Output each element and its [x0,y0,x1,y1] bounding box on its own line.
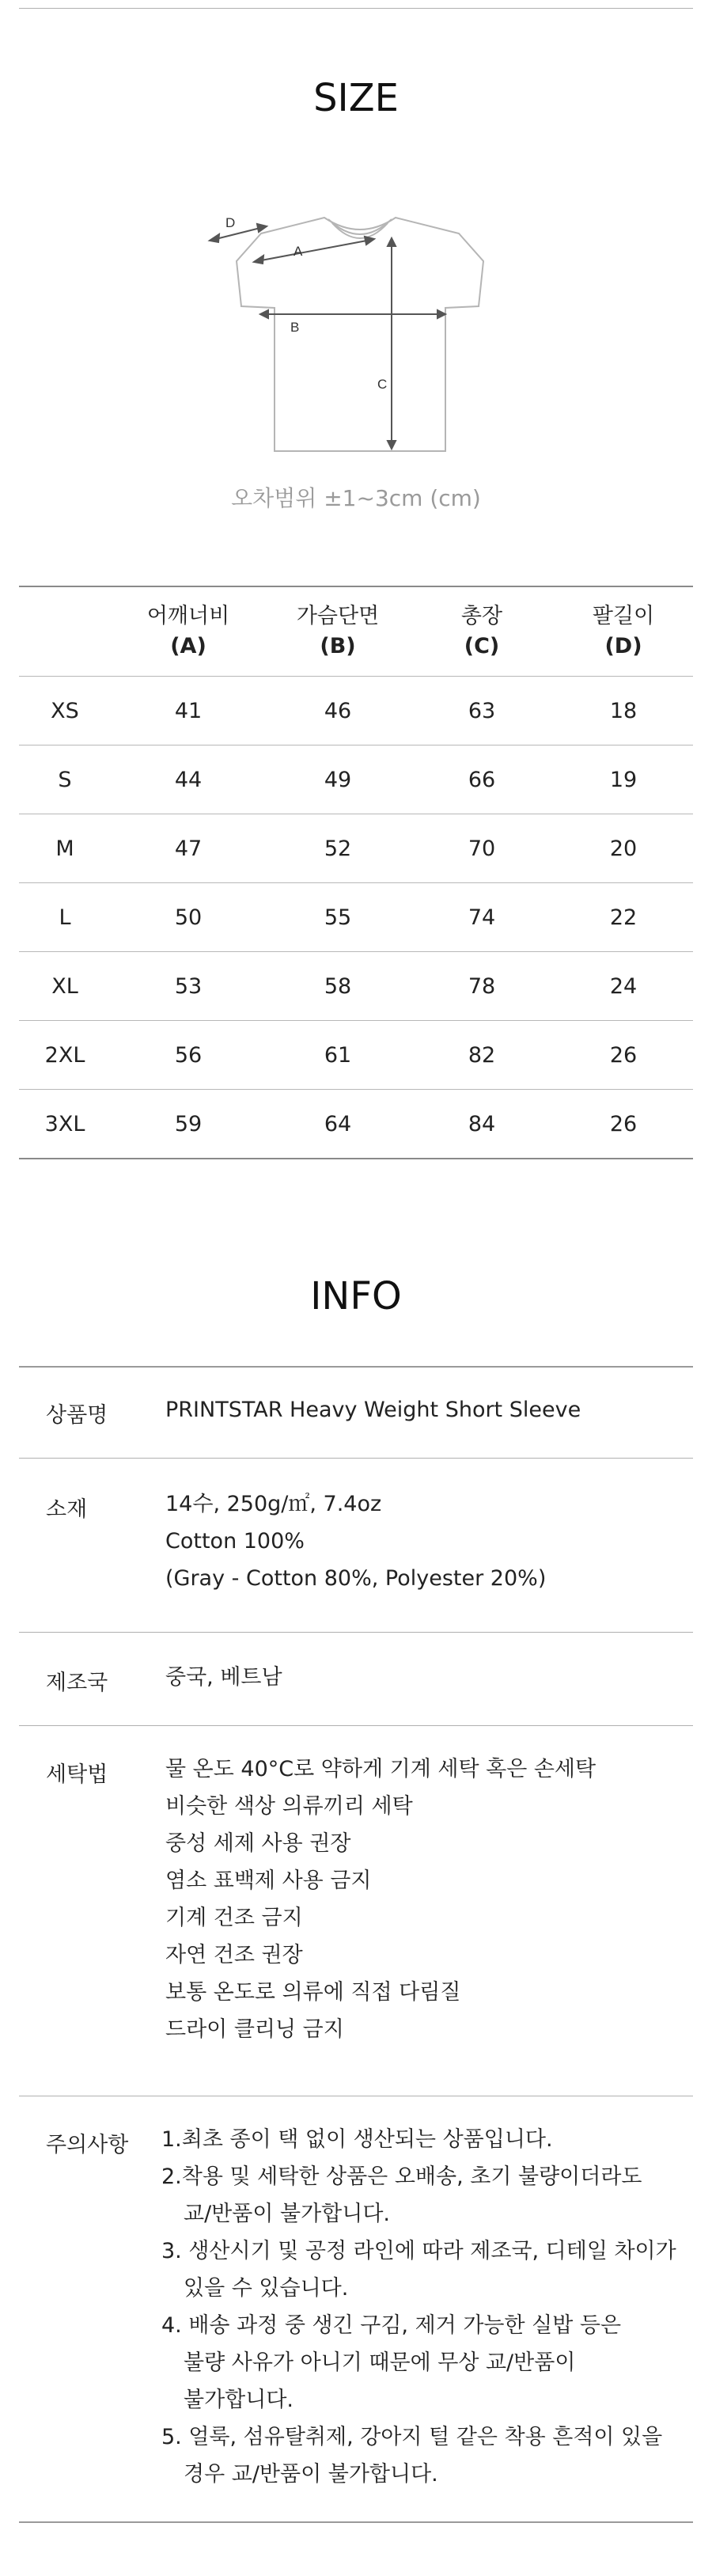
header-chest: 가슴단면 (B) [296,604,380,658]
table-row [19,1021,693,1090]
size-name: L [59,905,71,930]
chest-value: 49 [324,767,352,792]
material-line: Cotton 100% [165,1529,305,1554]
notice-item: 2.착용 및 세탁한 상품은 오배송, 초기 불량이더라도 교/반품이 불가합니다. [161,2164,642,2226]
info-divider [19,1632,693,1633]
shoulder-value: 53 [174,973,203,999]
top-divider [19,8,693,9]
size-name: XL [51,973,78,999]
size-name: XS [51,698,79,723]
table-row [19,883,693,952]
care-line: 염소 표백제 사용 금지 [165,1868,372,1893]
material-label: 소재 [46,1497,88,1522]
origin-label: 제조국 [46,1671,108,1695]
chest-value: 52 [324,836,352,861]
care-line: 물 온도 40°C로 약하게 기계 세탁 혹은 손세탁 [165,1757,596,1781]
size-name: M [55,836,74,861]
notice-item: 3. 생산시기 및 공정 라인에 따라 제조국, 디테일 차이가 있을 수 있습니다. [161,2239,676,2301]
size-name: 3XL [44,1111,85,1136]
sleeve-value: 26 [609,1111,638,1136]
chest-value: 64 [324,1111,352,1136]
header-length: 총장 (C) [460,604,503,658]
size-table [19,586,693,1159]
care-line: 자연 건조 권장 [165,1943,303,1967]
shoulder-value: 41 [174,698,203,723]
info-divider [19,1458,693,1459]
length-value: 63 [468,698,496,723]
sleeve-value: 22 [609,905,638,930]
chest-value: 61 [324,1042,352,1068]
info-divider [19,1366,693,1368]
header-size-col [19,587,111,676]
table-row [19,677,693,745]
size-name: 2XL [44,1042,85,1068]
diagram-label-d: D [225,215,236,230]
bottom-divider [19,2521,693,2523]
table-row [19,745,693,814]
length-value: 78 [468,973,496,999]
chest-value: 55 [324,905,352,930]
care-line: 비슷한 색상 의류끼리 세탁 [165,1794,413,1819]
sleeve-value: 26 [609,1042,638,1068]
notice-label: 주의사항 [46,2133,129,2157]
product-label: 상품명 [46,1403,108,1428]
length-value: 74 [468,905,496,930]
info-title: INFO [310,1274,402,1318]
shoulder-value: 50 [174,905,203,930]
care-line: 보통 온도로 의류에 직접 다림질 [165,1980,461,2005]
size-title: SIZE [313,76,399,120]
length-value: 66 [468,767,496,792]
product-name: PRINTSTAR Heavy Weight Short Sleeve [165,1398,581,1422]
tshirt-size-diagram [202,210,518,475]
care-label: 세탁법 [46,1762,108,1787]
care-line: 기계 건조 금지 [165,1906,303,1930]
length-value: 82 [468,1042,496,1068]
size-table-header [19,586,693,677]
table-row [19,1090,693,1159]
shoulder-value: 59 [174,1111,203,1136]
chest-value: 46 [324,698,352,723]
origin-value: 중국, 베트남 [165,1665,282,1690]
info-divider [19,1725,693,1726]
sleeve-value: 19 [609,767,638,792]
notice-list [161,2121,684,2493]
sleeve-value: 20 [609,836,638,861]
material-line: 14수, 250g/㎡, 7.4oz [165,1492,382,1516]
size-tolerance-note: 오차범위 ±1~3cm (cm) [231,485,481,511]
length-value: 84 [468,1111,496,1136]
notice-item: 5. 얼룩, 섬유탈취제, 강아지 털 같은 착용 흔적이 있을 경우 교/반품이 불가합니다. [161,2425,663,2487]
shoulder-value: 44 [174,767,203,792]
material-lines [165,1485,687,1597]
chest-value: 58 [324,973,352,999]
length-value: 70 [468,836,496,861]
notice-item: 1.최초 종이 택 없이 생산되는 상품입니다. [161,2127,553,2152]
sleeve-value: 18 [609,698,638,723]
care-line: 중성 세제 사용 권장 [165,1831,351,1856]
material-line: (Gray - Cotton 80%, Polyester 20%) [165,1566,547,1591]
table-row [19,814,693,883]
notice-item: 4. 배송 과정 중 생긴 구김, 제거 가능한 실밥 등은 불량 사유가 아니기 때문에 무상 교/반품이 불가합니다. [161,2313,622,2412]
shoulder-value: 47 [174,836,203,861]
shoulder-value: 56 [174,1042,203,1068]
care-line: 드라이 클리닝 금지 [165,2017,344,2042]
header-sleeve: 팔길이 (D) [592,604,655,658]
size-name: S [58,767,72,792]
diagram-label-c: C [377,377,388,392]
table-row [19,952,693,1021]
care-lines [165,1751,687,2048]
diagram-label-a: A [294,244,303,259]
diagram-label-b: B [290,320,300,335]
header-shoulder: 어깨너비 (A) [146,604,230,658]
sleeve-value: 24 [609,973,638,999]
